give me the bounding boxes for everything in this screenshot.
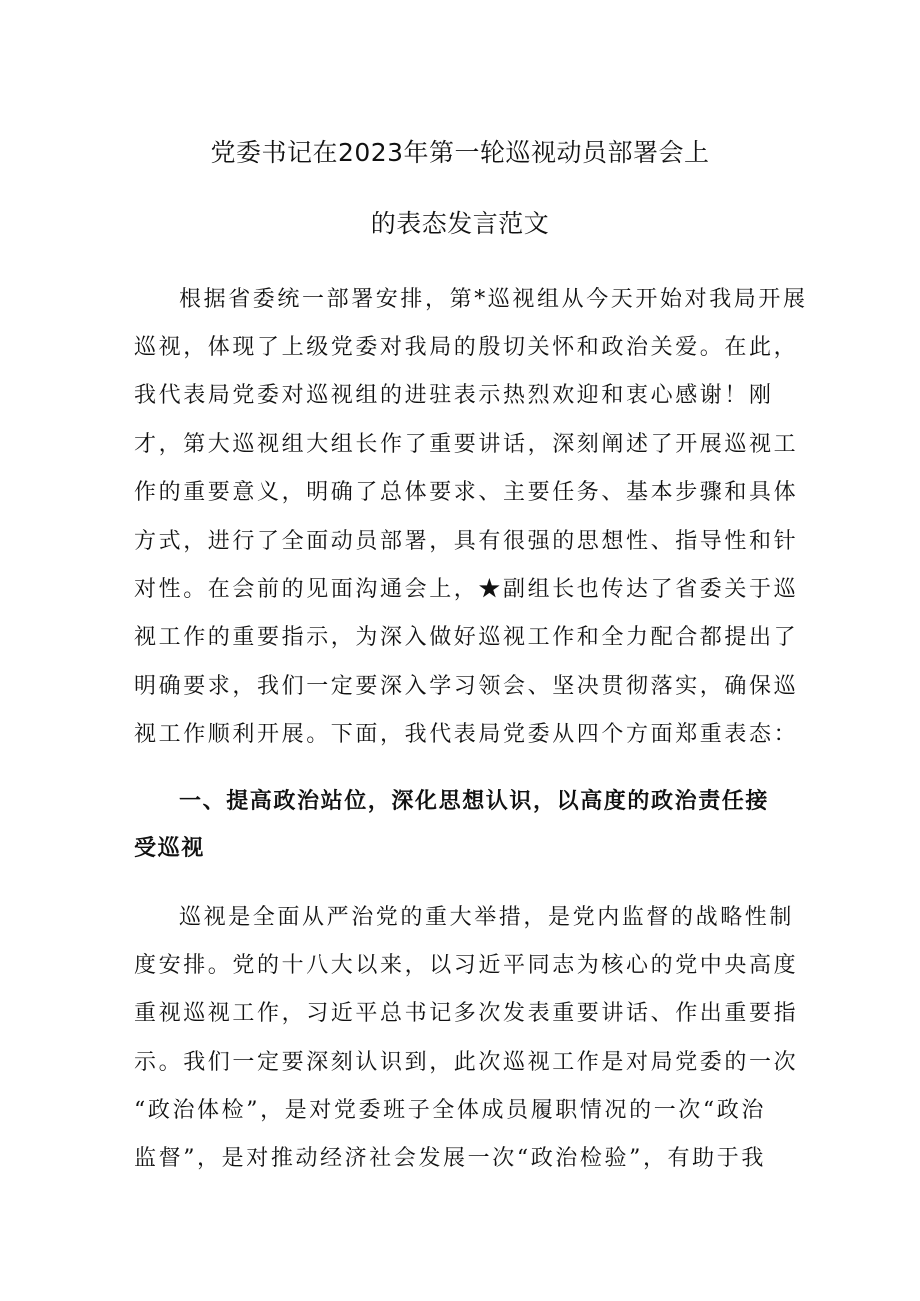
paragraph-2-line: “政治体检”，是对党委班子全体成员履职情况的一次“政治 [134,1098,766,1123]
paragraph-1-line: 巡视，体现了上级党委对我局的殷切关怀和政治关爱。在此， [134,335,799,360]
paragraph-2-line: 重视巡视工作，习近平总书记多次发表重要讲话、作出重要指 [134,1001,799,1026]
document-title-line-1: 党委书记在2023年第一轮巡视动员部署会上 [210,138,710,167]
paragraph-1-line: 方式，进行了全面动员部署，具有很强的思想性、指导性和针 [134,529,799,554]
paragraph-1-line: 明确要求，我们一定要深入学习领会、坚决贯彻落实，确保巡 [134,674,799,699]
paragraph-2-line: 度安排。党的十八大以来，以习近平同志为核心的党中央高度 [134,953,799,978]
paragraph-1-line: 视工作顺利开展。下面，我代表局党委从四个方面郑重表态： [134,722,799,747]
paragraph-1-line: 才，第大巡视组大组长作了重要讲话，深刻阐述了开展巡视工 [134,432,799,457]
paragraph-1-line: 我代表局党委对巡视组的进驻表示热烈欢迎和衷心感谢！刚 [134,383,774,408]
paragraph-1-line: 对性。在会前的见面沟通会上，★副组长也传达了省委关于巡 [134,577,799,602]
paragraph-1-line: 作的重要意义，明确了总体要求、主要任务、基本步骤和具体 [134,480,799,505]
paragraph-2-line: 监督”，是对推动经济社会发展一次“政治检验”，有助于我 [134,1146,766,1171]
paragraph-1-line: 根据省委统一部署安排，第*巡视组从今天开始对我局开展 [179,287,808,312]
section-heading-line: 一、提高政治站位，深化思想认识，以高度的政治责任接 [179,789,770,814]
document-title-line-2: 的表态发言范文 [370,209,550,238]
paragraph-2-line: 巡视是全面从严治党的重大举措，是党内监督的战略性制 [179,905,795,930]
paragraph-1-line: 视工作的重要指示，为深入做好巡视工作和全力配合都提出了 [134,625,799,650]
section-heading-line: 受巡视 [134,836,205,861]
paragraph-2-line: 示。我们一定要深刻认识到，此次巡视工作是对局党委的一次 [134,1050,799,1075]
